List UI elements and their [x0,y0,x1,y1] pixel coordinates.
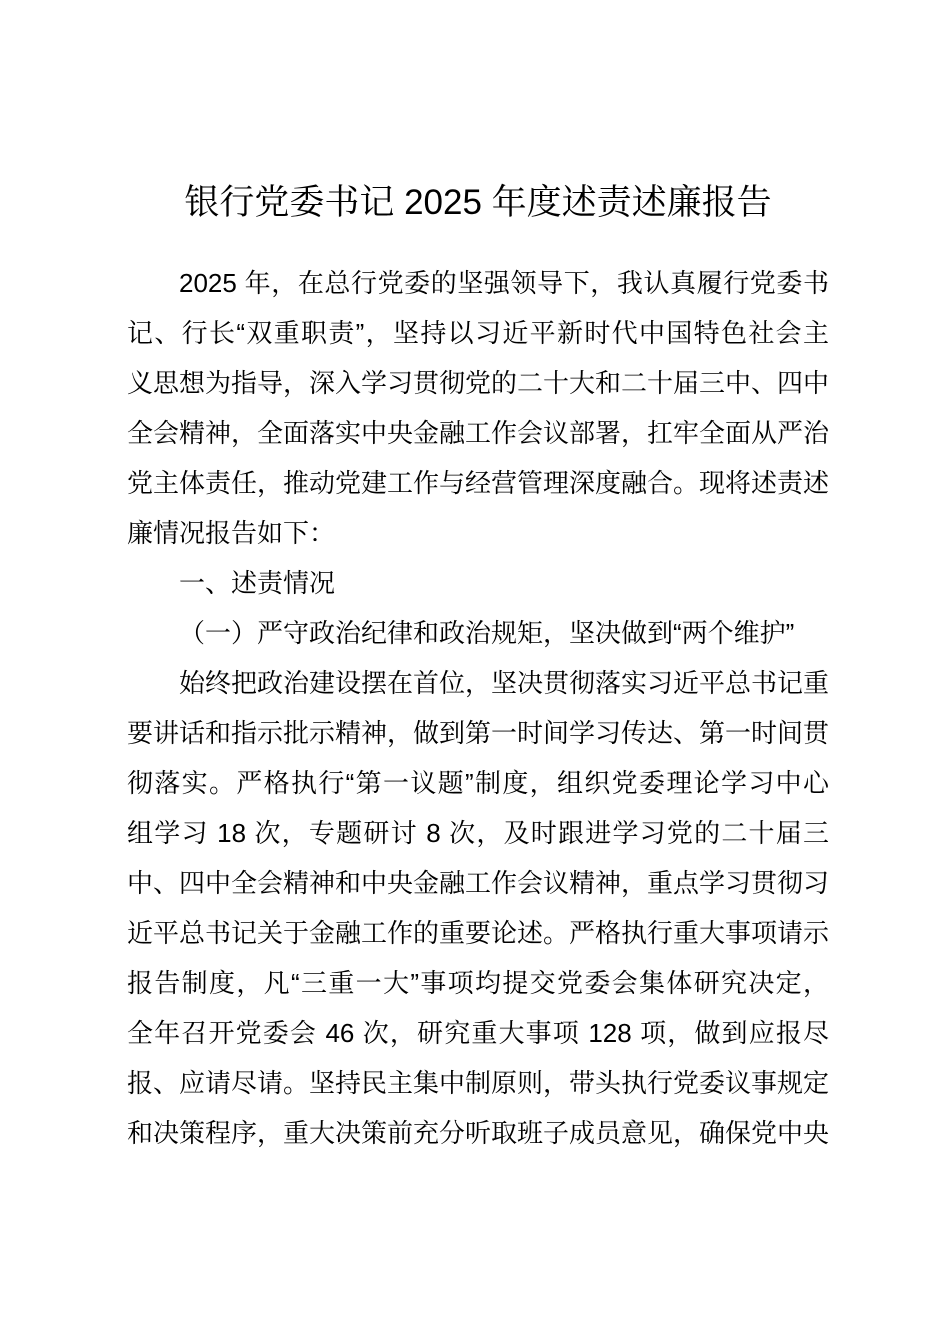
text-line: 近平总书记关于金融工作的重要论述。严格执行重大事项请示 [127,918,830,948]
text-line: 廉情况报告如下： [127,518,336,548]
text-line: 报告制度，凡“三重一大”事项均提交党委会集体研究决定， [127,968,829,998]
text-line: 全会精神，全面落实中央金融工作会议部署，扛牢全面从严治 [127,418,830,448]
text-line: 党主体责任，推动党建工作与经营管理深度融合。现将述责述 [127,468,830,498]
text-line: 彻落实。严格执行“第一议题”制度，组织党委理论学习中心 [127,768,829,798]
text-line: 要讲话和指示批示精神，做到第一时间学习传达、第一时间贯 [127,718,830,748]
text-line: 和决策程序，重大决策前充分听取班子成员意见，确保党中央 [127,1118,830,1148]
text-line: 始终把政治建设摆在首位，坚决贯彻落实习近平总书记重 [179,668,830,698]
subsection-heading: （一）严守政治纪律和政治规矩，坚决做到“两个维护” [179,618,795,648]
document-title: 银行党委书记 2025 年度述责述廉报告 [184,183,772,222]
document-body [127,258,829,1158]
text-line: 全年召开党委会 46 次，研究重大事项 128 项，做到应报尽 [127,1018,829,1048]
text-line: 义思想为指导，深入学习贯彻党的二十大和二十届三中、四中 [127,368,830,398]
section-heading: 一、述责情况 [179,568,336,598]
text-line: 记、行长“双重职责”，坚持以习近平新时代中国特色社会主 [127,318,829,348]
document-content [127,173,829,1158]
text-line: 中、四中全会精神和中央金融工作会议精神，重点学习贯彻习 [127,868,830,898]
text-line: 报、应请尽请。坚持民主集中制原则，带头执行党委议事规定 [127,1068,830,1098]
text-line: 组学习 18 次，专题研讨 8 次，及时跟进学习党的二十届三 [127,818,829,848]
text-line: 2025 年，在总行党委的坚强领导下，我认真履行党委书 [179,268,829,298]
